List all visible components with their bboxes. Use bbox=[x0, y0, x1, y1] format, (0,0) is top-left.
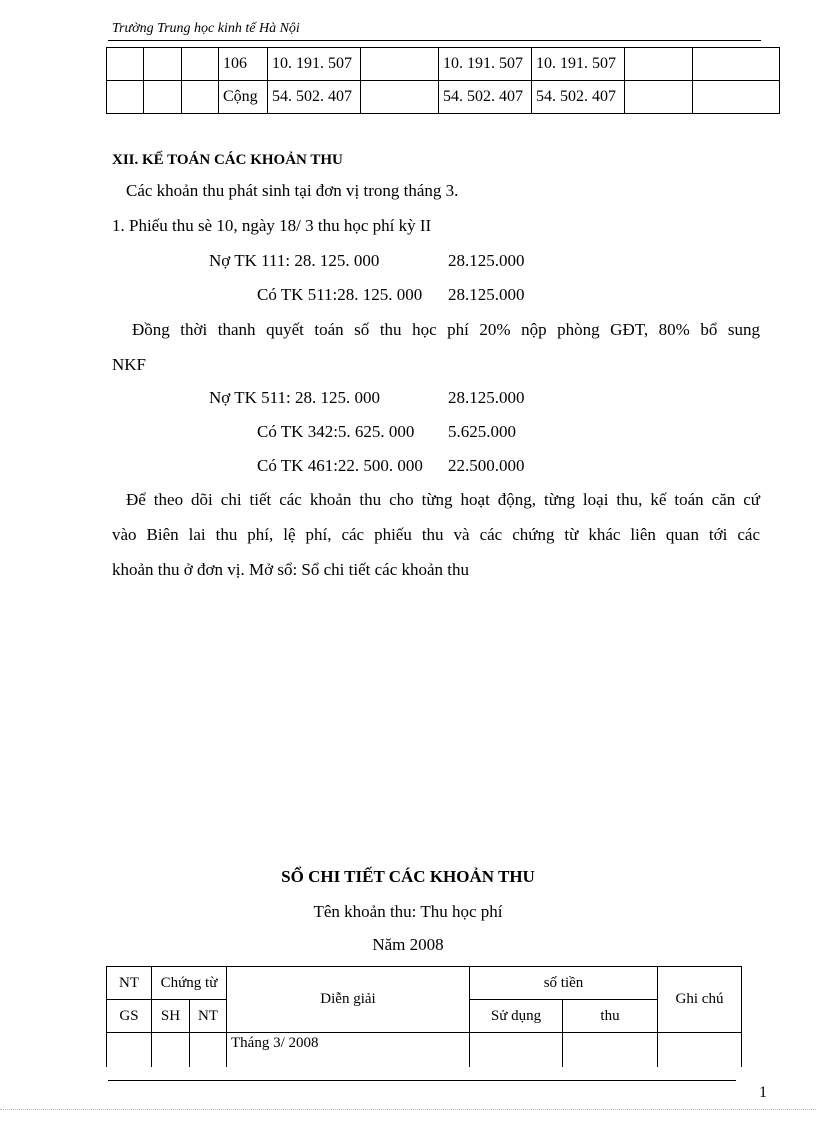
table-cell bbox=[693, 81, 780, 114]
col-ghi-chu: Ghi chú bbox=[658, 967, 742, 1033]
table-cell bbox=[182, 81, 219, 114]
table-cell bbox=[625, 48, 693, 81]
col-dien-giai: Diễn giải bbox=[227, 967, 470, 1033]
table-row bbox=[107, 48, 780, 81]
entry2-debit: Nợ TK 511: 28. 125. 000 bbox=[209, 388, 380, 407]
table-cell: Tháng 3/ 2008 bbox=[227, 1033, 470, 1068]
para3-line2: vào Biên lai thu phí, lệ phí, các phiếu thu và các chứng từ khác liên quan tới các bbox=[112, 525, 760, 544]
table-cell bbox=[563, 1033, 658, 1068]
table-cell bbox=[190, 1033, 227, 1068]
entry2-credit2: Có TK 461:22. 500. 000 bbox=[257, 456, 423, 475]
ledger-year bbox=[0, 935, 816, 955]
ledger-table bbox=[106, 966, 742, 1067]
entry2-credit1: Có TK 342:5. 625. 000 bbox=[257, 422, 415, 441]
section-heading: XII. KẾ TOÁN CÁC KHOẢN THU bbox=[112, 152, 343, 168]
col-nt: NT bbox=[107, 967, 152, 1000]
table-cell: 10. 191. 507 bbox=[439, 48, 532, 81]
entry1-debit: Nợ TK 111: 28. 125. 000 bbox=[209, 251, 380, 270]
table-cell bbox=[361, 48, 439, 81]
entry2-credit1-amount: 5.625.000 bbox=[448, 422, 516, 441]
col-nt2: NT bbox=[190, 1000, 227, 1033]
page-edge bbox=[0, 1109, 816, 1110]
ledger-title: SỔ CHI TIẾT CÁC KHOẢN THU bbox=[281, 867, 535, 886]
col-sh: SH bbox=[152, 1000, 190, 1033]
header-rule bbox=[108, 40, 761, 41]
table-cell: Cộng bbox=[219, 81, 268, 114]
table-cell bbox=[361, 81, 439, 114]
table-cell bbox=[658, 1033, 742, 1068]
col-thu: thu bbox=[563, 1000, 658, 1033]
table-cell: 54. 502. 407 bbox=[439, 81, 532, 114]
entry2-debit-amount: 28.125.000 bbox=[448, 388, 525, 407]
ledger-subtitle: Tên khoản thu: Thu học phí bbox=[313, 902, 503, 921]
table-cell: 54. 502. 407 bbox=[532, 81, 625, 114]
table-cell bbox=[625, 81, 693, 114]
page-header: Trường Trung học kinh tế Hà Nội bbox=[112, 21, 300, 36]
table-cell bbox=[107, 1033, 152, 1068]
table-cell: 54. 502. 407 bbox=[268, 81, 361, 114]
table-row bbox=[107, 81, 780, 114]
table-cell bbox=[107, 48, 144, 81]
table-cell: 10. 191. 507 bbox=[268, 48, 361, 81]
footer-rule bbox=[108, 1080, 736, 1081]
col-gs: GS bbox=[107, 1000, 152, 1033]
table-cell: 10. 191. 507 bbox=[532, 48, 625, 81]
para3-line3: khoản thu ở đơn vị. Mở sổ: Sổ chi tiết các khoản thu bbox=[112, 560, 470, 579]
table-cell bbox=[470, 1033, 563, 1068]
table-cell bbox=[144, 48, 182, 81]
para3-line1: Để theo dõi chi tiết các khoản thu cho từng hoạt động, từng loại thu, kế toán căn cứ bbox=[126, 490, 760, 509]
para2-line1: Đồng thời thanh quyết toán số thu học phí 20% nộp phòng GĐT, 80% bổ sung bbox=[132, 320, 760, 339]
para2-line2: NKF bbox=[112, 355, 147, 374]
entry2-credit2-amount: 22.500.000 bbox=[448, 456, 525, 475]
table-row bbox=[107, 1033, 742, 1068]
table-cell bbox=[107, 81, 144, 114]
table-cell bbox=[182, 48, 219, 81]
table-cell bbox=[152, 1033, 190, 1068]
table-header-row bbox=[107, 967, 742, 1000]
top-table bbox=[106, 47, 780, 114]
ledger-year-text: Năm 2008 bbox=[372, 935, 444, 954]
table-cell bbox=[693, 48, 780, 81]
table-cell: 106 bbox=[219, 48, 268, 81]
intro-text: Các khoản thu phát sinh tại đơn vị trong tháng 3. bbox=[126, 181, 459, 200]
table-cell bbox=[144, 81, 182, 114]
col-su-dung: Sử dụng bbox=[470, 1000, 563, 1033]
page-number: 1 bbox=[759, 1084, 767, 1101]
entry1-debit-amount: 28.125.000 bbox=[448, 251, 525, 270]
col-chung-tu: Chứng từ bbox=[152, 967, 227, 1000]
item-1: 1. Phiếu thu sè 10, ngày 18/ 3 thu học phí kỳ II bbox=[112, 216, 432, 235]
col-so-tien: số tiền bbox=[470, 967, 658, 1000]
entry1-credit-amount: 28.125.000 bbox=[448, 285, 525, 304]
entry1-credit: Có TK 511:28. 125. 000 bbox=[257, 285, 423, 304]
